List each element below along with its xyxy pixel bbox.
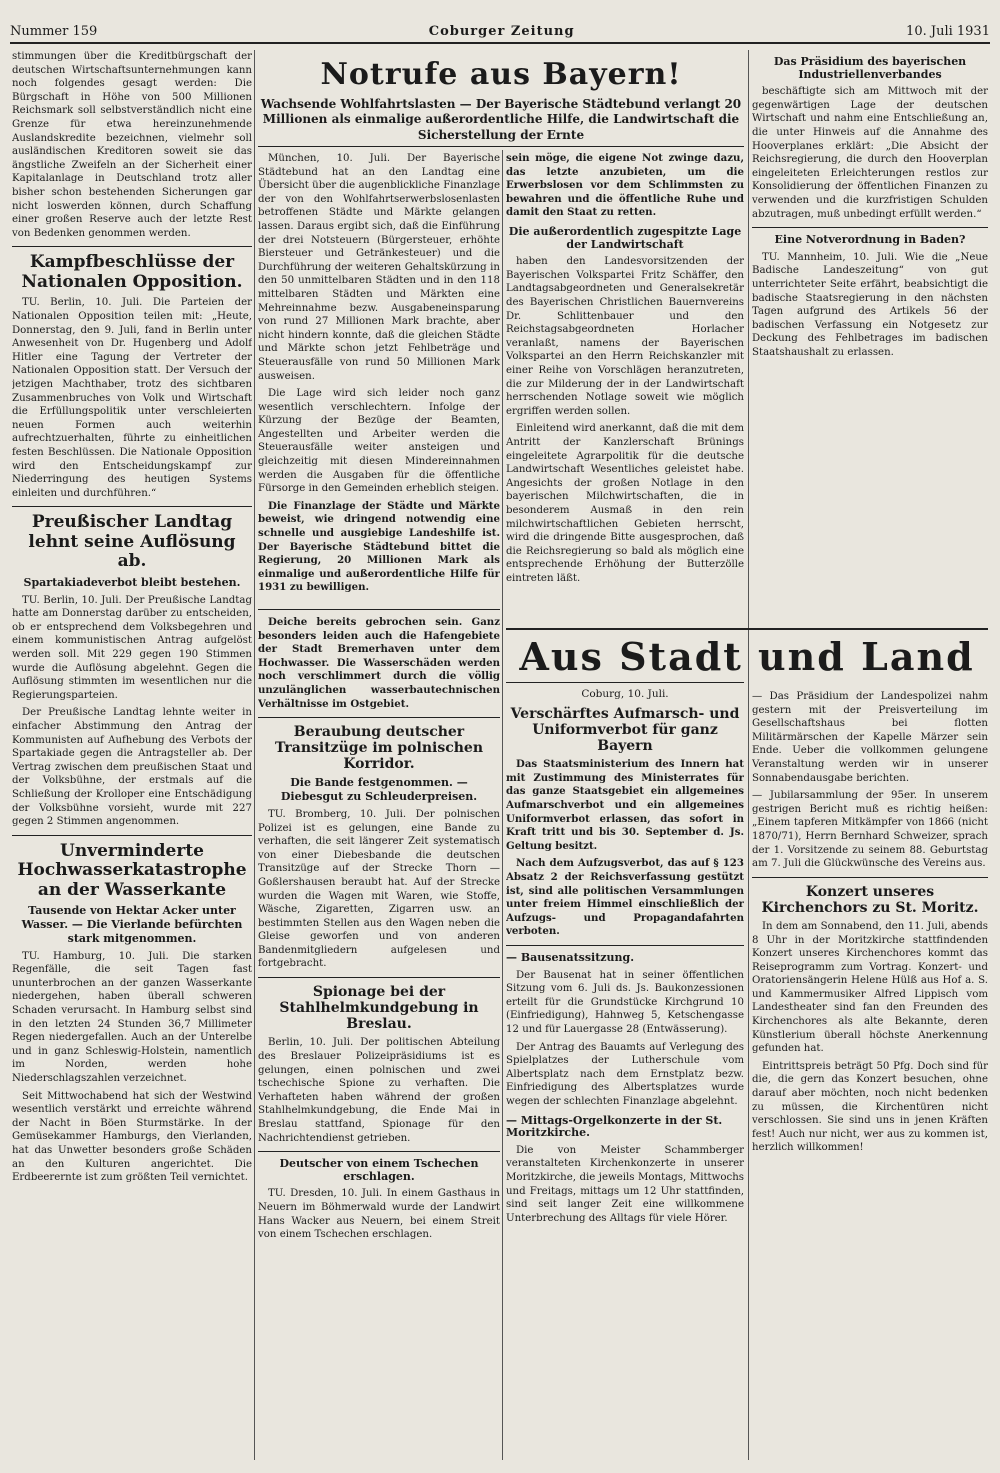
- masthead: [10, 20, 990, 44]
- article-text: Seit Mittwochabend hat sich der Westwind wesentlich verstärkt und erreichte während der Nacht in Böen Sturmstärke. In der Gemüsekammer Hamburgs, den Vierlanden, hat das Unwetter besonders große Schäden an den Kulturen angerichtet. Die Erdbeerernte ist zum größten Teil vernichtet.: [12, 1090, 252, 1184]
- article-text: Deiche bereits gebrochen sein. Ganz besonders leiden auch die Hafengebiete der Stadt Bremerhaven unter dem Hochwasser. Die Wasserschäden werden noch verschlimmert durch die völlig unzulänglichen wasserbautechnischen Verhältnisse im Ostgebiet.: [258, 616, 500, 710]
- article-divider: [12, 246, 252, 247]
- article-text: Der Preußische Landtag lehnte weiter in einfacher Abstimmung den Antrag der Kommunisten auf Aufhebung des Verbots der Spartakiade gegen die Antragsteller ab. Der Vertrag zwischen dem preußischen Staat und der Volksbühne, der erstmals auf die Schließung der Krolloper eine Entschädigung der Volksbühne vorsieht, wurde mit 227 gegen 2 Stimmen angenommen.: [12, 707, 252, 828]
- headline-kirchenchor: Konzert unseres Kirchenchors zu St. Moritz.: [761, 883, 979, 916]
- article-text: Berlin, 10. Juli. Der politischen Abteilung des Breslauer Polizeipräsidiums ist es gelungen, einen polnischen und zwei tschechische Spione zu verhaften. Die Verhafteten haben während der großen Stahlhelmkundgebung, die Ende Mai in Breslau stattfand, Spionage für den Nachrichtendienst getrieben.: [258, 1037, 500, 1144]
- column-4-bottom: [752, 690, 988, 1460]
- article-text: TU. Berlin, 10. Juli. Der Preußische Landtag hatte am Donnerstag darüber zu entscheiden, ob er entsprechend dem Volksbegehren und einem kommunistischen Antrag aufgelöst werden soll. Mit 229 gegen 190 Stimmen wurde die Auflösung abgelehnt. Gegen die Auflösung stimmten im wesentlichen nur die Regierungsparteien.: [12, 594, 252, 701]
- article-text: Einleitend wird anerkannt, daß die mit dem Antritt der Kanzlerschaft Brünings eingeleitete Agrarpolitik für die deutsche Landwirtschaft Wesentliches geleistet habe. Angesichts der großen Notlage in den bayerischen Milchwirtschaften, die in besonderem Ausmaß in den rein milchwirtschaftlichen Gebieten herrscht, wird die dringende Bitte ausgesprochen, daß die Reichsregierung so bald als möglich eine entsprechende Erhöhung der Butterzölle eintreten läßt.: [506, 423, 744, 584]
- headline-landwirtschaft: Die außerordentlich zugespitzte Lage der Landwirtschaft: [508, 224, 742, 251]
- section-rule: [506, 682, 744, 683]
- headline-hochwasser: Unverminderte Hochwasserkatastrophe an der Wasserkante: [17, 840, 247, 900]
- article-text: stimmungen über die Kreditbürgschaft der deutschen Wirtschaftsunternehmungen kann noch folgendes gesagt werden: Die Bürgschaft in Höhe von 500 Millionen Reichsmark soll selbstverständlich nicht eine Grenze für etwa hereinzunehmende Auslandskredite bezeichnen, vielmehr soll ausländischen Kreditoren soweit sie das ängstliche Zweifeln an der Sicherheit einer Kapitalanlage in Deutschland trotz aller bisher schon bestehenden Sicherungen gar nicht loswerden können, durch Schaffung einer großen Reserve auch der letzte Rest von Bedenken genommen werden.: [12, 51, 252, 239]
- article-divider: [258, 609, 500, 610]
- issue-number: Nummer 159: [10, 23, 98, 39]
- article-text: Die Finanzlage der Städte und Märkte beweist, wie dringend notwendig eine schnelle und ausgiebige Landeshilfe ist. Der Bayerische Städtebund bittet die Regierung, 20 Millionen Mark als einmalige und außerordentliche Hilfe für 1931 zu bewilligen.: [258, 499, 500, 594]
- article-text: München, 10. Juli. Der Bayerische Städtebund hat an den Landtag eine Übersicht über die augenblickliche Finanzlage der von den Wohlfahrtserwerbslosenlasten betroffenen Städte und Märkte gelangen lassen. Daraus ergibt sich, daß die Einführung der drei Notsteuern (Bürgersteuer, erhöhte Biersteuer und Getränkesteuer) und die Durchführung der weiteren Gehaltskürzung in den 50 unmittelbaren Städten und in den 118 mittelbaren Städten und Märkten eine Mehreinnahme bezw. Ausgabeneinsparung von rund 27 Millionen Mark brachte, aber nicht hindern konnte, daß die gleichen Städte und Märkte schon jetzt Fehlbeträge und Steuerausfälle von rund 50 Millionen Mark ausweisen.: [258, 153, 500, 382]
- article-text: TU. Berlin, 10. Juli. Die Parteien der Nationalen Opposition teilen mit: „Heute, Donnerstag, den 9. Juli, fand in Berlin unter Anwesenheit von Dr. Hugenberg und Adolf Hitler eine Tagung der Vertreter der Nationalen Opposition statt. Der Versuch der jetzigen Machthaber, trotz des sichtbaren Zusammenbruches von Volk und Wirtschaft die Erfüllungspolitik unter verschleierten neuen Formen auch weiterhin aufrechtzuerhalten, führte zu einheitlichen festen Beschlüssen. Die Nationale Opposition wird den Entscheidungskampf zur Niederringung des heutigen Systems einleiten und durchführen.“: [12, 297, 252, 499]
- headline-orgelkonzerte: — Mittags-Orgelkonzerte in der St. Moritzkirche.: [506, 1113, 723, 1140]
- banner-rule: [258, 146, 744, 147]
- article-text: Nach dem Aufzugsverbot, das auf § 123 Absatz 2 der Reichsverfassung gestützt ist, sind alle politischen Versammlungen unter freiem Himmel einschließlich der Aufzugs- und Propagandafahrten verboten.: [506, 857, 744, 938]
- article-divider: [12, 506, 252, 507]
- column-divider: [502, 150, 503, 1460]
- issue-date: 10. Juli 1931: [906, 23, 990, 39]
- headline-transitzuege: Beraubung deutscher Transitzüge im polnischen Korridor.: [274, 724, 483, 773]
- article-text: — Jubilarsammlung der 95er. In unserem gestrigen Bericht muß es richtig heißen: „Einem tapferen Mitkämpfer von 1866 (nicht 1870/71), Herrn Bernhard Schweizer, sprach der 1. Vorsitzende zu seinem 88. Geburtstag am 7. Juli die Glückwünsche des Vereins aus.: [752, 790, 988, 870]
- article-text: beschäftigte sich am Mittwoch mit der gegenwärtigen Lage der deutschen Wirtschaft und nahm eine Entschließung an, die unter Hinweis auf die Annahme des Hooverplanes erklärt: „Die Absicht der Reichsregierung, die durch den Hooverplan eingeleiteten Erleichterungen restlos zur Konsolidierung der öffentlichen Finanzen zu verwenden und die kurzfristigen Schulden abzutragen, muß unbedingt erfüllt werden.“: [752, 86, 988, 220]
- article-divider: [12, 835, 252, 836]
- article-divider: [752, 877, 988, 878]
- headline-nationale-opposition: Kampfbeschlüsse der Nationalen Opposition.: [21, 252, 243, 292]
- article-divider: [258, 977, 500, 978]
- headline-dresden: Deutscher von einem Tschechen erschlagen.: [279, 1157, 479, 1183]
- subheadline: Die Bande festgenommen. — Diebesgut zu Schleuderpreisen.: [280, 776, 478, 804]
- banner-headline: Notrufe aus Bayern!: [320, 57, 682, 92]
- headline-baden: Eine Notverordnung in Baden?: [774, 233, 966, 247]
- section-rule: [506, 628, 988, 630]
- article-text: In dem am Sonnabend, den 11. Juli, abends 8 Uhr in der Moritzkirche stattfindenden Konzert unseres Kirchenchores kommt das Reiseprogramm zum Vortrag. Konzert- und Oratoriensängerin Helene Hülß aus Hof a. S. und Kammermusiker Alfred Lippisch vom Landestheater sind fan den Freunden des Kirchenchores als alte Bekannte, deren Künstlerium überall höchste Anerkennung gefunden hat.: [752, 920, 988, 1055]
- article-text: TU. Dresden, 10. Juli. In einem Gasthaus in Neuern im Böhmerwald wurde der Landwirt Hans Wacker aus Neuern, bei einem Streit von einem Tschechen erschlagen.: [258, 1188, 500, 1241]
- column-divider: [254, 50, 255, 1460]
- headline-spionage: Spionage bei der Stahlhelmkundgebung in Breslau.: [279, 984, 479, 1033]
- article-text: TU. Bromberg, 10. Juli. Der polnischen Polizei ist es gelungen, eine Bande zu verhaften, die seit längerer Zeit systematisch von einer Diebesbande die deutschen Transitzüge auf der Strecke Thorn — Goßlershausen beraubt hat. Auf der Strecke wurden die Wagen mit Waren, wie Stoffe, Wäsche, Zigaretten, Zigarren usw. an bestimmten Stellen aus den Wagen neben die Gleise geworfen und von anderen Bandenmitgliedern aufgelesen und fortgebracht.: [258, 808, 500, 970]
- article-divider: [258, 717, 500, 718]
- banner-article: [258, 52, 744, 149]
- column-3-bottom: [506, 686, 744, 1460]
- article-text: Die von Meister Schammberger veranstalteten Kirchenkonzerte in unserer Moritzkirche, die jeweils Montags, Mittwochs und Freitags, mittags um 12 Uhr stattfinden, sind seit langer Zeit eine willkommene Unterbrechung des Alltags für viele Hörer.: [506, 1144, 744, 1224]
- article-text: Der Bausenat hat in seiner öffentlichen Sitzung vom 6. Juli ds. Js. Baukonzessionen erteilt für die Grundstücke Kirchgrund 10 (Einfriedigung), Hahnweg 5, Ketschengasse 12 und für Lauergasse 28 (Entwässerung).: [506, 969, 744, 1036]
- subheadline: Spartakiadeverbot bleibt bestehen.: [23, 575, 241, 589]
- article-divider: [752, 227, 988, 228]
- article-text: Die Lage wird sich leider noch ganz wesentlich verschlechtern. Infolge der Kürzung der Bezüge der Beamten, Angestellten und Arbeiter werden die Steuerausfälle weiter ansteigen und gleichzeitig mit diesen Mindereinnahmen werden die Ausgaben für die öffentliche Fürsorge in den Gemeinden erheblich steigen.: [258, 388, 500, 495]
- article-text: haben den Landesvorsitzenden der Bayerischen Volkspartei Fritz Schäffer, den Landtagsabgeordneten und Generalsekretär des Bayerischen Christlichen Bauernvereins Dr. Schlittenbauer und den Reichstagsabgeordneten Horlacher veranlaßt, namens der Bayerischen Volkspartei an den Herrn Reichskanzler mit einer Reihe von Vorschlägen heranzutreten, die zur Milderung der in der Landwirtschaft herrschenden Notlage soweit wie möglich ergriffen werden sollen.: [506, 256, 744, 417]
- article-text: Das Staatsministerium des Innern hat mit Zustimmung des Ministerrates für das ganze Staatsgebiet ein allgemeines Aufmarschverbot und ein allgemeines Uniformverbot erlassen, das sofort in Kraft tritt und bis 30. September d. Js. Geltung besitzt.: [506, 758, 744, 852]
- headline-industriellenverband: Das Präsidium des bayerischen Industriellenverbandes: [773, 55, 967, 81]
- article-text: Eintrittspreis beträgt 50 Pfg. Doch sind für die, die gern das Konzert besuchen, ohne darauf aber möchten, noch nicht bedenken zu müssen, die Kirchentüren nicht verschlossen. Sie sind uns in jenen Kräften fest! Auch nur nicht, wer aus zu kommen ist, herzlich willkommen!: [752, 1060, 988, 1154]
- article-text: sein möge, die eigene Not zwinge dazu, das letzte anzubieten, um die Erwerbslosen vor dem Schlimmsten zu bewahren und die öffentliche Ruhe und damit den Staat zu retten.: [506, 152, 744, 219]
- dateline: Coburg, 10. Juli.: [581, 688, 669, 700]
- subheadline: Tausende von Hektar Acker unter Wasser. — Die Vierlande befürchten stark mitgenommen.: [21, 904, 243, 945]
- column-1: [12, 50, 252, 1460]
- article-text: TU. Hamburg, 10. Juli. Die starken Regenfälle, die seit Tagen fast ununterbrochen an der ganzen Wasserkante niedergehen, haben überall schweren Schaden verursacht. In Hamburg selbst sind in den letzten 24 Stunden 36,7 Millimeter Regen niedergefallen. Auch an der Unterelbe und in ganz Schleswig-Holstein, namentlich im Norden, werden hohe Niederschlagszahlen verzeichnet.: [12, 950, 252, 1085]
- headline-bausenat: — Bausenatssitzung.: [506, 951, 635, 964]
- column-divider: [748, 50, 749, 1460]
- banner-subheadline: Wachsende Wohlfahrtslasten — Der Bayerische Städtebund verlangt 20 Millionen als einmalige außerordentliche Hilfe, die Landwirtschaft die Sicherstellung der Ernte: [260, 96, 742, 142]
- article-divider: [506, 945, 744, 946]
- article-text: — Das Präsidium der Landespolizei nahm gestern mit der Preisverteilung im Gesellschaftshaus bei flotten Militärmärschen der Kapelle Märzer sein Ende. Ueber die vollkommen gelungene Veranstaltung werden wir in unserer Sonnabendausgabe berichten.: [752, 691, 988, 784]
- column-2: [258, 152, 500, 1460]
- newspaper-title: Coburger Zeitung: [428, 23, 575, 39]
- headline-preussischer-landtag: Preußischer Landtag lehnt seine Auflösung ab.: [28, 512, 236, 572]
- article-text: Der Antrag des Bauamts auf Verlegung des Spielplatzes der Lutherschule vom Albertsplatz nach dem Ernstplatz bezw. Einfriedigung des Albertsplatzes wurde wegen der schlechten Finanzlage abgelehnt.: [506, 1041, 744, 1107]
- headline-aufmarschverbot: Verschärftes Aufmarsch- und Uniformverbot für ganz Bayern: [510, 706, 740, 755]
- column-3-top: [506, 152, 744, 632]
- section-heading-aus-stadt-und-land: Aus Stadt und Land: [519, 634, 975, 679]
- article-divider: [258, 1151, 500, 1152]
- column-4-top: [752, 50, 988, 628]
- article-text: TU. Mannheim, 10. Juli. Wie die „Neue Badische Landeszeitung“ von gut unterrichteter Seite erfährt, beabsichtigt die badische Staatsregierung in den nächsten Tagen aufgrund des Artikels 56 der badischen Verfassung ein Notgesetz zur Deckung des Fehlbetrages im badischen Staatshaushalt zu erlassen.: [752, 251, 988, 359]
